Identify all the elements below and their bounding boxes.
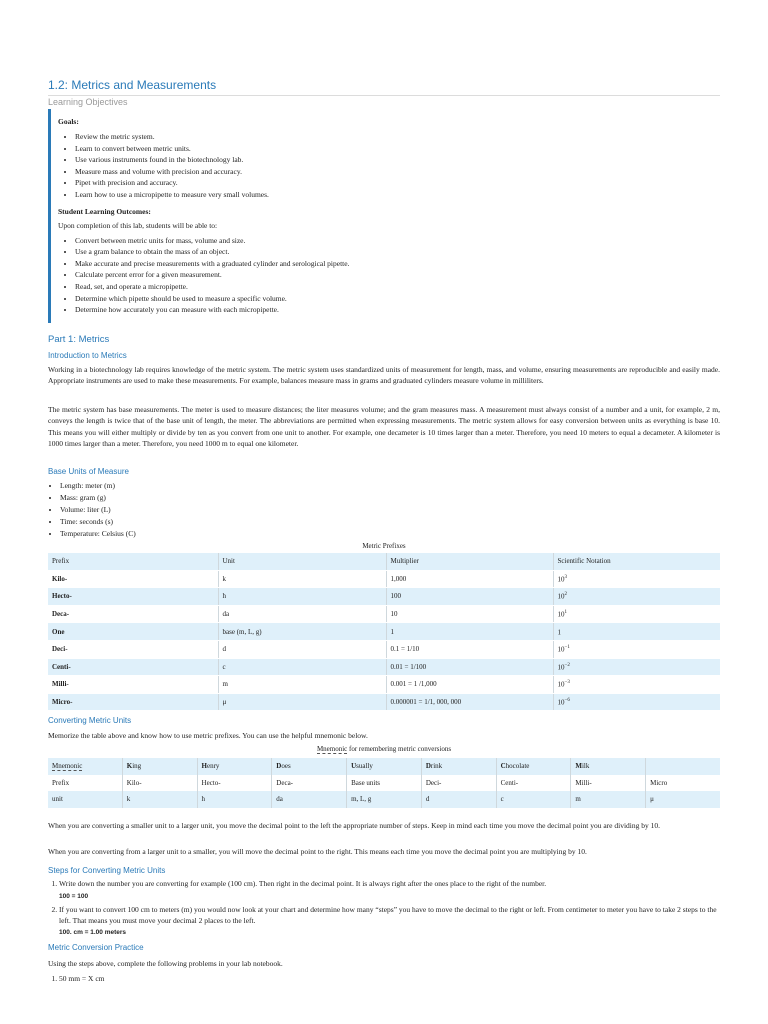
header-cell: Multiplier xyxy=(386,553,553,570)
prefix-cell: Micro- xyxy=(48,693,218,711)
outcome-item: • Use a gram balance to obtain the mass of an object. xyxy=(75,246,716,258)
converting-paragraph-3: When you are converting from a larger unit to a smaller, you will move the decimal point to the right. This means each time you move the decimal point you are multiplying by 10. xyxy=(48,847,587,856)
multiplier-cell: 0.01 = 1/100 xyxy=(386,658,553,676)
header-cell: Prefix xyxy=(48,553,218,570)
goal-item: • Learn how to use a micropipette to measure very small volumes. xyxy=(75,189,716,201)
prefix-row xyxy=(48,775,720,792)
mnemonic-word: King xyxy=(122,758,197,775)
cell: d xyxy=(421,791,496,808)
metric-prefixes-table xyxy=(48,553,720,711)
cell: Micro xyxy=(646,775,720,792)
outcome-item: • Calculate percent error for a given measurement. xyxy=(75,269,716,281)
prefix-cell: Deca- xyxy=(48,605,218,623)
unit-cell: base (m, L, g) xyxy=(218,623,386,641)
notation-cell: $10^3$ xyxy=(553,570,720,588)
mnemonic-word: Does xyxy=(272,758,347,775)
notation-cell: $10^{-6}$ xyxy=(553,693,720,711)
table-row xyxy=(48,623,720,641)
goal-item: • Pipet with precision and accuracy. xyxy=(75,177,716,189)
prefix-cell: Kilo- xyxy=(48,570,218,588)
learning-objectives-box xyxy=(48,109,716,323)
steps-list xyxy=(48,879,719,942)
table-row xyxy=(48,693,720,711)
goal-item: • Measure mass and volume with precision and accuracy. xyxy=(75,166,716,178)
table-row xyxy=(48,588,720,606)
unit-cell: d xyxy=(218,640,386,658)
cell: Centi- xyxy=(496,775,571,792)
base-units-heading: Base Units of Measure xyxy=(48,467,129,476)
unit-cell: μ xyxy=(218,693,386,711)
base-unit-item: • Mass: gram (g) xyxy=(60,492,136,504)
notation-cell: $10^2$ xyxy=(553,588,720,606)
cell: Hecto- xyxy=(197,775,272,792)
goals-label: Goals: xyxy=(58,117,79,126)
intro-paragraph-2: The metric system has base measurements. The meter is used to measure distances; the liter measures volume; and the gram measures mass. A measurement must always consist of a number and a unit, for example, 2 m, conveys the length is twice that of the base unit of length, the meter. The abbreviations are permitted when expressing measurements. The metric system allows for easy conversion between units as everything is base 10. This means you will either multiply or divide by ten as you convert from one unit to another. For example, one decameter is 10 times larger than a meter. Therefore, you need 10 meters to equal a decameter. A kilometer is 1000 times larger than a meter. Therefore, you need 1000 m to equal one kilometer. xyxy=(48,405,720,449)
slo-label: Student Learning Outcomes: xyxy=(58,206,151,216)
intro-paragraph-1: Working in a biotechnology lab requires knowledge of the metric system. The metric system uses standardized units of measurement for length, mass, and volume, ensuring measurements are reproducible and easily made. Appropriate instruments are used to make these measurements. For example, balances measure mass in grams and graduated cylinders measure volume in milliliters. xyxy=(48,365,720,386)
unit-cell: h xyxy=(218,588,386,606)
unit-cell: m xyxy=(218,676,386,694)
multiplier-cell: 100 xyxy=(386,588,553,606)
prefix-cell: One xyxy=(48,623,218,641)
learning-objectives-heading: Learning Objectives xyxy=(48,97,128,107)
practice-paragraph: Using the steps above, complete the following problems in your lab notebook. xyxy=(48,959,283,968)
practice-heading: Metric Conversion Practice xyxy=(48,943,144,952)
table-row xyxy=(48,658,720,676)
table-row xyxy=(48,605,720,623)
table-row xyxy=(48,676,720,694)
mnemonic-word: Chocolate xyxy=(496,758,571,775)
goal-item: • Review the metric system. xyxy=(75,131,716,143)
mnemonic-empty xyxy=(646,758,720,775)
cell: c xyxy=(496,791,571,808)
step-item: 1. Write down the number you are converting for example (100 cm). Then right in the decimal point. It is always right after the ones place to the right of the number. 100 = 100 xyxy=(59,879,719,902)
goal-item: • Learn to convert between metric units. xyxy=(75,143,716,155)
converting-paragraph: Memorize the table above and know how to use metric prefixes. You can use the helpful mnemonic below. xyxy=(48,731,368,740)
slo-intro: Upon completion of this lab, students will be able to: xyxy=(58,220,218,230)
notation-cell: $10^{-3}$ xyxy=(553,676,720,694)
outcome-item: • Read, set, and operate a micropipette. xyxy=(75,281,716,293)
page-title: 1.2: Metrics and Measurements xyxy=(48,78,720,96)
unit-cell: da xyxy=(218,605,386,623)
base-unit-item: • Volume: liter (L) xyxy=(60,504,136,516)
cell: Milli- xyxy=(571,775,646,792)
steps-heading: Steps for Converting Metric Units xyxy=(48,866,166,875)
base-unit-item: • Temperature: Celsius (C) xyxy=(60,528,136,540)
step-item: 2. If you want to convert 100 cm to meters (m) you would now look at your chart and determine how many “steps” you have to move the decimal to the right or left. From centimeter to meter you have to take 2 steps to the left. That means you must move your decimal 2 places to the left. 100. cm = 1.00 meters xyxy=(59,905,719,939)
unit-row xyxy=(48,791,720,808)
notation-cell: $10^1$ xyxy=(553,605,720,623)
prefix-cell: Deci- xyxy=(48,640,218,658)
prefix-cell: Milli- xyxy=(48,676,218,694)
table-row xyxy=(48,640,720,658)
cell: k xyxy=(122,791,197,808)
table-header-row xyxy=(48,553,720,570)
step-example: 100. cm = 1.00 meters xyxy=(59,929,127,936)
practice-list xyxy=(48,974,719,988)
cell: h xyxy=(197,791,272,808)
cell: Base units xyxy=(347,775,422,792)
intro-heading: Introduction to Metrics xyxy=(48,351,127,360)
part1-heading: Part 1: Metrics xyxy=(48,334,110,345)
cell: Deci- xyxy=(421,775,496,792)
notation-cell: $10^{-2}$ xyxy=(553,658,720,676)
multiplier-cell: 0.001 = 1 /1,000 xyxy=(386,676,553,694)
cell: m xyxy=(571,791,646,808)
converting-paragraph-2: When you are converting a smaller unit to a larger unit, you move the decimal point to the left the appropriate number of steps. Keep in mind each time you move the decimal point you are dividing by 10. xyxy=(48,821,660,830)
cell: Deca- xyxy=(272,775,347,792)
goal-item: • Use various instruments found in the biotechnology lab. xyxy=(75,154,716,166)
converting-heading: Converting Metric Units xyxy=(48,716,132,725)
multiplier-cell: 0.1 = 1/10 xyxy=(386,640,553,658)
mnemonic-word: Drink xyxy=(421,758,496,775)
cell: m, L, g xyxy=(347,791,422,808)
practice-item: 1. 50 mm = X cm xyxy=(59,974,719,985)
prefix-cell: Centi- xyxy=(48,658,218,676)
step-example: 100 = 100 xyxy=(59,892,89,900)
unit-cell: k xyxy=(218,570,386,588)
mnemonic-word: Milk xyxy=(571,758,646,775)
table-row xyxy=(48,570,720,588)
mnemonic-label-cell: Mnemonic xyxy=(48,758,122,775)
outcome-item: • Make accurate and precise measurements with a graduated cylinder and serological pipette. xyxy=(75,258,716,270)
cell: da xyxy=(272,791,347,808)
header-cell: Scientific Notation xyxy=(553,553,720,570)
multiplier-cell: 0.000001 = 1/1, 000, 000 xyxy=(386,693,553,711)
cell: Prefix xyxy=(48,775,122,792)
base-unit-item: • Time: seconds (s) xyxy=(60,516,136,528)
mnemonic-table xyxy=(48,758,720,808)
outcome-item: • Determine which pipette should be used to measure a specific volume. xyxy=(75,293,716,305)
mnemonic-word: Usually xyxy=(347,758,422,775)
notation-cell: 1 xyxy=(553,623,720,641)
outcome-item: • Determine how accurately you can measure with each micropipette. xyxy=(75,304,716,316)
mnemonic-word: Henry xyxy=(197,758,272,775)
notation-cell: $10^{-1}$ xyxy=(553,640,720,658)
unit-cell: c xyxy=(218,658,386,676)
header-cell: Unit xyxy=(218,553,386,570)
base-units-list xyxy=(48,480,136,540)
cell: Kilo- xyxy=(122,775,197,792)
prefix-cell: Hecto- xyxy=(48,588,218,606)
multiplier-cell: 1,000 xyxy=(386,570,553,588)
multiplier-cell: 1 xyxy=(386,623,553,641)
cell: μ xyxy=(646,791,720,808)
prefix-table-caption: Metric Prefixes xyxy=(362,542,406,550)
mnemonic-row xyxy=(48,758,720,775)
multiplier-cell: 10 xyxy=(386,605,553,623)
base-unit-item: • Length: meter (m) xyxy=(60,480,136,492)
cell: unit xyxy=(48,791,122,808)
outcome-item: • Convert between metric units for mass, volume and size. xyxy=(75,235,716,247)
mnemonic-caption: Mnemonic for remembering metric conversions xyxy=(316,745,452,753)
